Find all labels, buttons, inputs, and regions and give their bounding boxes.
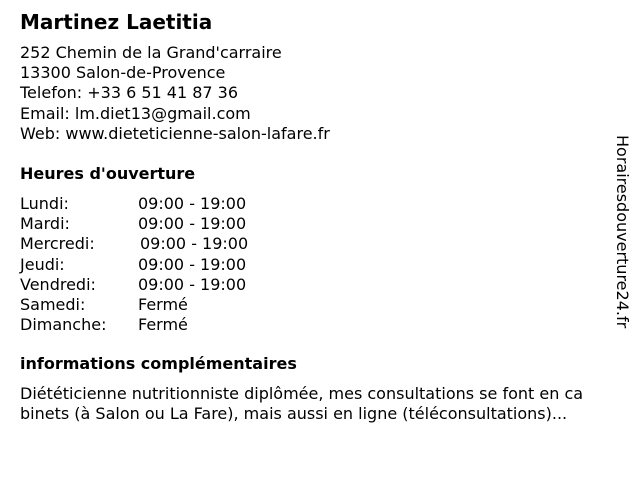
web-line[interactable]: Web: www.dieteticienne-salon-lafare.fr bbox=[20, 123, 330, 143]
hours-time: 09:00 - 19:00 bbox=[138, 274, 247, 294]
hours-day: Mercredi: bbox=[20, 234, 95, 254]
hours-time: 09:00 - 19:00 bbox=[138, 254, 247, 274]
hours-time: 09:00 - 19:00 bbox=[140, 234, 249, 254]
hours-day: Vendredi: bbox=[20, 274, 96, 294]
hours-day: Dimanche: bbox=[20, 315, 107, 335]
hours-time: Fermé bbox=[138, 315, 188, 335]
opening-hours-heading: Heures d'ouverture bbox=[20, 164, 196, 183]
info-line: Diététicienne nutritionniste diplômée, mes consultations se font en ca bbox=[20, 384, 584, 403]
hours-day: Lundi: bbox=[20, 194, 69, 213]
hours-day: Jeudi: bbox=[20, 254, 65, 274]
info-line: binets (à Salon ou La Fare), mais aussi en ligne (téléconsultations)... bbox=[20, 404, 568, 424]
hours-day: Samedi: bbox=[20, 294, 86, 314]
hours-time: 09:00 - 19:00 bbox=[138, 214, 247, 234]
address-city: 13300 Salon-de-Provence bbox=[20, 63, 226, 83]
business-name: Martinez Laetitia bbox=[20, 10, 213, 34]
contact-block bbox=[20, 43, 330, 144]
phone-line[interactable]: Telefon: +33 6 51 41 87 36 bbox=[20, 83, 239, 103]
hours-day: Mardi: bbox=[20, 214, 70, 234]
site-watermark-text: Horairesdouverture24.fr bbox=[613, 135, 632, 329]
additional-info-heading: informations complémentaires bbox=[20, 354, 297, 373]
hours-time: 09:00 - 19:00 bbox=[138, 194, 247, 213]
address-street: 252 Chemin de la Grand'carraire bbox=[20, 43, 282, 62]
site-watermark bbox=[612, 135, 632, 345]
email-line[interactable]: Email: lm.diet13@gmail.com bbox=[20, 103, 251, 123]
hours-time: Fermé bbox=[138, 294, 188, 314]
additional-info-text bbox=[20, 384, 628, 424]
